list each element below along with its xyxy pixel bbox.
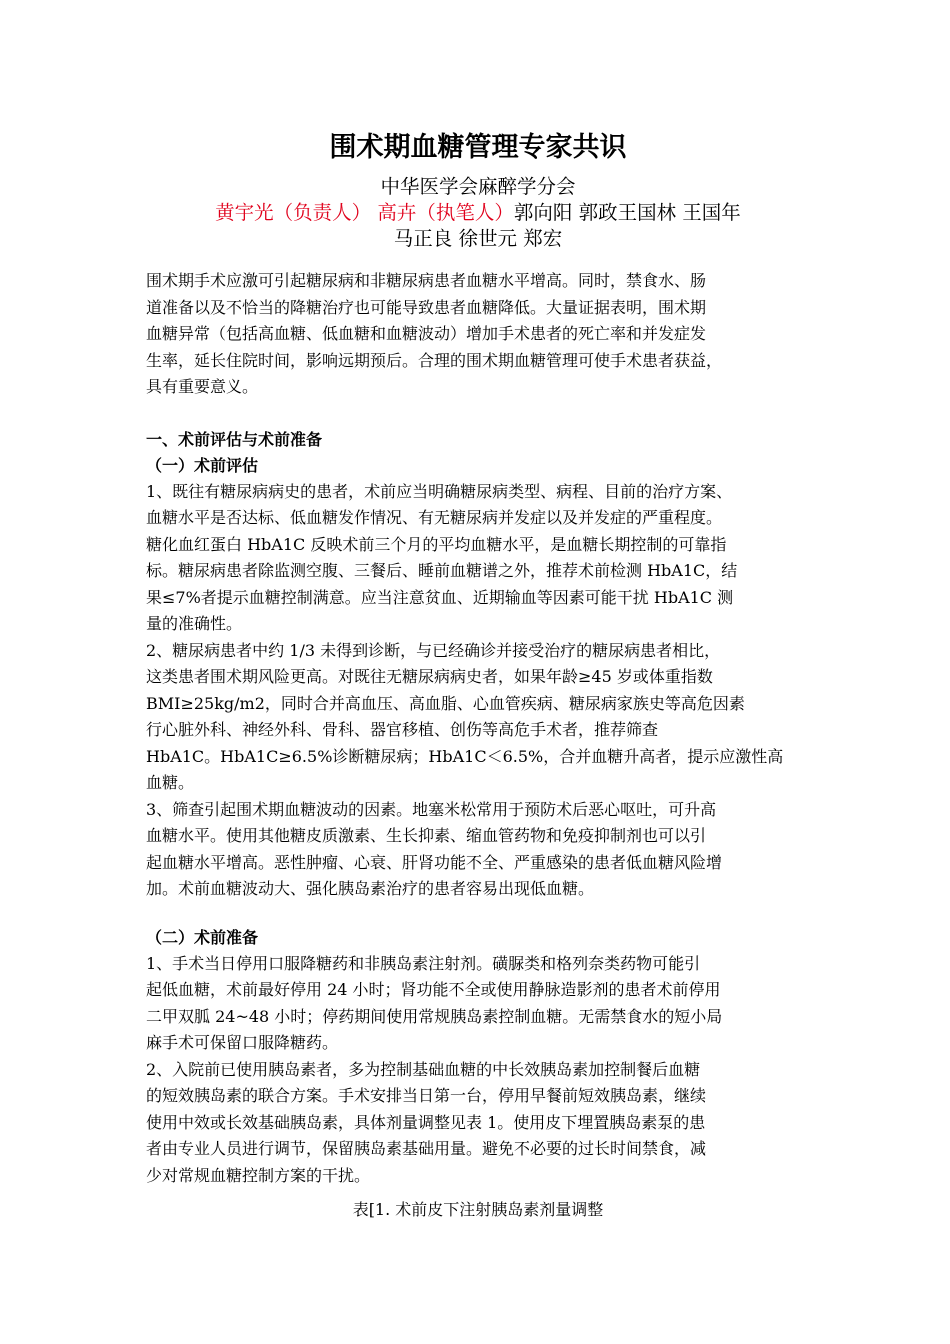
text-line: 量的准确性。 (146, 614, 243, 633)
text-line: 少对常规血糖控制方案的干扰。 (146, 1165, 371, 1185)
text-line: 2、糖尿病患者中约 1/3 未得到诊断，与已经确诊并接受治疗的糖尿病患者相比， (146, 640, 721, 660)
text-line: 这类患者围术期风险更高。对既往无糖尿病病史者，如果年龄≥45 岁或体重指数 (146, 667, 713, 686)
text-line: BMI≥25kg/m2，同时合并高血压、高血脂、心血管疾病、糖尿病家族史等高危因素 (146, 693, 745, 713)
table-caption: 表[1. 术前皮下注射胰岛素剂量调整 (352, 1200, 604, 1219)
text-line: 使用中效或长效基础胰岛素，具体剂量调整见表 1。使用皮下埋置胰岛素泵的患 (146, 1112, 706, 1132)
spacer (146, 903, 810, 925)
text-line: 血糖水平是否达标、低血糖发作情况、有无糖尿病并发症以及并发症的严重程度。 (146, 508, 723, 527)
text-line: 果≤7%者提示血糖控制满意。应当注意贫血、近期输血等因素可能干扰 HbA1C 测 (146, 587, 734, 607)
text-line: 3、筛查引起围术期血糖波动的因素。地塞米松常用于预防术后恶心呕吐，可升高 (146, 799, 717, 819)
text-line: 加。术前血糖波动大、强化胰岛素治疗的患者容易出现低血糖。 (146, 879, 595, 898)
subsection-heading: （二）术前准备 (146, 927, 259, 947)
text-line: 者由专业人员进行调节，保留胰岛素基础用量。避免不必要的过长时间禁食，减 (146, 1139, 707, 1158)
text-line: 行心脏外科、神经外科、骨科、器官移植、创伤等高危手术者，推荐筛查 (146, 720, 659, 739)
text-line: 血糖。 (146, 773, 195, 792)
other-authors: 郭向阳 郭政王国林 王国年 (513, 201, 741, 224)
text-line: 起血糖水平增高。恶性肿瘤、心衰、肝肾功能不全、严重感染的患者低血糖风险增 (146, 852, 723, 872)
authors-line-2: 马正良 徐世元 郑宏 (393, 227, 563, 250)
text-line: 糖化血红蛋白 HbA1C 反映术前三个月的平均血糖水平，是血糖长期控制的可靠指 (146, 534, 727, 554)
text-line: 起低血糖，术前最好停用 24 小时；肾功能不全或使用静脉造影剂的患者术前停用 (146, 980, 721, 999)
text-line: 1、手术当日停用口服降糖药和非胰岛素注射剂。磺脲类和格列奈类药物可能引 (146, 953, 701, 973)
intro-paragraph (146, 268, 810, 401)
text-line: 麻手术可保留口服降糖药。 (146, 1033, 339, 1052)
text-line: 2、入院前已使用胰岛素者，多为控制基础血糖的中长效胰岛素加控制餐后血糖 (146, 1059, 701, 1079)
paragraph-prep-2 (146, 1057, 810, 1190)
spacer (146, 401, 810, 427)
text-line: HbA1C。HbA1C≥6.5%诊断糖尿病；HbA1C＜6.5%，合并血糖升高者，提示应激性高 (146, 746, 784, 766)
text-line: 血糖异常（包括高血糖、低血糖和血糖波动）增加手术患者的死亡率和并发症发 (146, 324, 707, 343)
writing-author: 高卉（执笔人） (377, 201, 514, 224)
text-line: 的短效胰岛素的联合方案。手术安排当日第一台，停用早餐前短效胰岛素，继续 (146, 1086, 707, 1105)
paragraph-prep-1 (146, 951, 810, 1057)
text-line: 血糖水平。使用其他糖皮质激素、生长抑素、缩血管药物和免疫抑制剂也可以引 (146, 826, 707, 845)
organization: 中华医学会麻醉学分会 (380, 175, 576, 198)
text-line: 二甲双胍 24~48 小时；停药期间使用常规胰岛素控制血糖。无需禁食水的短小局 (146, 1006, 723, 1026)
text-line: 1、既往有糖尿病病史的患者，术前应当明确糖尿病类型、病程、目前的治疗方案、 (146, 481, 733, 501)
paragraph-item-1 (146, 479, 810, 638)
text-line: 具有重要意义。 (146, 377, 259, 396)
text-line: 生率，延长住院时间，影响远期预后。合理的围术期血糖管理可使手术患者获益， (146, 350, 723, 370)
document-title: 围术期血糖管理专家共识 (329, 132, 627, 163)
section-heading: 一、术前评估与术前准备 (146, 429, 323, 449)
document-page (146, 128, 810, 1223)
paragraph-item-2 (146, 638, 810, 797)
text-line: 道准备以及不恰当的降糖治疗也可能导致患者血糖降低。大量证据表明，围术期 (146, 297, 707, 317)
text-line: 标。糖尿病患者除监测空腹、三餐后、睡前血糖谱之外，推荐术前检测 HbA1C，结 (146, 561, 738, 580)
lead-author: 黄宇光（负责人） (215, 201, 372, 224)
authors-line-1 (146, 200, 810, 226)
paragraph-item-3 (146, 797, 810, 903)
subsection-heading: （一）术前评估 (146, 455, 259, 475)
text-line: 围术期手术应激可引起糖尿病和非糖尿病患者血糖水平增高。同时，禁食水、肠 (146, 271, 707, 290)
